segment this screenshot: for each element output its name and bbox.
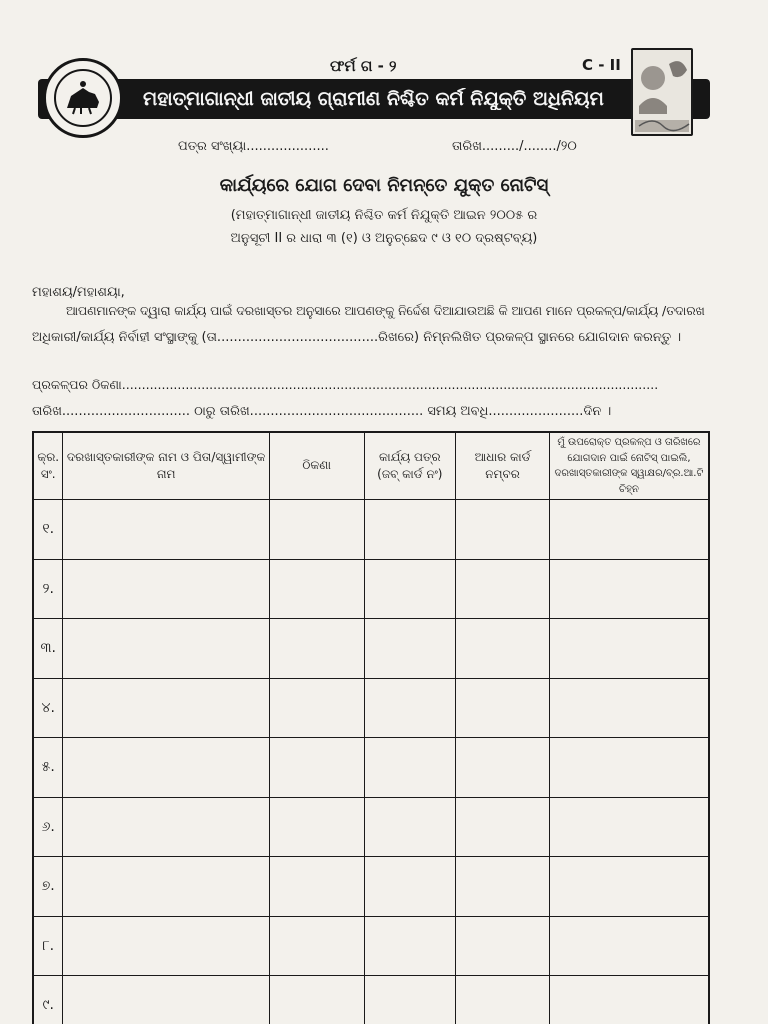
aadhaar-cell[interactable] [456, 678, 550, 738]
name-cell[interactable] [63, 797, 269, 857]
name-cell[interactable] [63, 678, 269, 738]
job-card-cell[interactable] [364, 559, 456, 619]
table-row [33, 916, 709, 976]
signature-cell[interactable] [549, 857, 709, 917]
signature-cell[interactable] [549, 559, 709, 619]
name-cell[interactable] [63, 976, 269, 1024]
aadhaar-cell[interactable] [456, 619, 550, 679]
subtitle-line-2: ଅନୁସୂଚୀ II ର ଧାରା ୩ (୧) ଓ ଅନୁଚ୍ଛେଦ ୯ ଓ ୧୦ ଦ୍ରଷ୍ଟବ୍ୟ) [230, 231, 538, 246]
name-cell[interactable] [63, 619, 269, 679]
portrait-icon [633, 50, 691, 134]
row-number: ୭. [33, 857, 63, 917]
lion-emblem-icon [61, 78, 105, 118]
table-row [33, 500, 709, 560]
date-period-field: ତାରିଖ............................... ଠାରୁ ତାରିଖ.......................................... ସମୟ ଅବଧି.......................ଦିନ । [32, 404, 612, 419]
table-row [33, 797, 709, 857]
address-cell[interactable] [269, 976, 364, 1024]
table-row [33, 619, 709, 679]
name-cell[interactable] [63, 857, 269, 917]
form-number: ଫର୍ମ ଗ - ୨ [330, 57, 397, 75]
row-number: ୪. [33, 678, 63, 738]
applicant-table [32, 431, 710, 1024]
job-card-cell[interactable] [364, 797, 456, 857]
aadhaar-cell[interactable] [456, 976, 550, 1024]
form-code: C - II [582, 56, 621, 74]
table-header-row [33, 432, 709, 500]
address-cell[interactable] [269, 738, 364, 798]
address-cell[interactable] [269, 916, 364, 976]
banner-title: ମହାତ୍ମାଗାନ୍ଧୀ ଜାତୀୟ ଗ୍ରାମୀଣ ନିଶ୍ଚିତ କର୍ମ ନିଯୁକ୍ତି ଅଧିନିୟମ [143, 88, 604, 110]
aadhaar-cell[interactable] [456, 738, 550, 798]
row-number: ୩. [33, 619, 63, 679]
aadhaar-cell[interactable] [456, 857, 550, 917]
header-aadhaar: ଆଧାର କାର୍ଡ ନମ୍ବର [456, 432, 550, 500]
header-address: ଠିକଣା [269, 432, 364, 500]
paragraph-line-1: ଆପଣମାନଙ୍କ ଦ୍ୱାରା କାର୍ଯ୍ୟ ପାଇଁ ଦରଖାସ୍ତର ଅନୁସାରେ ଆପଣଙ୍କୁ ନିର୍ଦ୍ଦେଶ ଦିଆଯାଉଅଛି କି ଆପଣ ମାନେ ପ୍ରକଳ୍ପ/କାର୍ଯ୍ୟ /ତଦାରଖ [66, 304, 705, 318]
address-cell[interactable] [269, 857, 364, 917]
row-number: ୫. [33, 738, 63, 798]
title-banner [38, 79, 710, 119]
notice-title: କାର୍ଯ୍ୟରେ ଯୋଗ ଦେବା ନିମନ୍ତେ ଯୁକ୍ତ ନୋଟିସ୍ [219, 175, 549, 196]
table-row [33, 559, 709, 619]
job-card-cell[interactable] [364, 738, 456, 798]
signature-cell[interactable] [549, 976, 709, 1024]
row-number: ୧. [33, 500, 63, 560]
job-card-cell[interactable] [364, 976, 456, 1024]
table-row [33, 857, 709, 917]
aadhaar-cell[interactable] [456, 797, 550, 857]
header-name: ଦରଖାସ୍ତକାରୀଙ୍କ ନାମ ଓ ପିତା/ସ୍ୱାମୀଙ୍କ ନାମ [63, 432, 269, 500]
address-cell[interactable] [269, 797, 364, 857]
row-number: ୬. [33, 797, 63, 857]
address-cell[interactable] [269, 678, 364, 738]
job-card-cell[interactable] [364, 916, 456, 976]
address-cell[interactable] [269, 559, 364, 619]
name-cell[interactable] [63, 500, 269, 560]
address-cell[interactable] [269, 500, 364, 560]
state-emblem-logo [43, 58, 123, 138]
signature-cell[interactable] [549, 500, 709, 560]
letter-number-field: ପତ୍ର ସଂଖ୍ୟା.................... [178, 139, 329, 154]
job-card-cell[interactable] [364, 500, 456, 560]
row-number: ୮. [33, 916, 63, 976]
aadhaar-cell[interactable] [456, 559, 550, 619]
table-row [33, 976, 709, 1024]
table-row [33, 738, 709, 798]
signature-cell[interactable] [549, 678, 709, 738]
reference-date-field: ତାରିଖ........./......../୨୦ [452, 139, 577, 154]
row-number: ୯. [33, 976, 63, 1024]
signature-cell[interactable] [549, 797, 709, 857]
aadhaar-cell[interactable] [456, 500, 550, 560]
table-row [33, 678, 709, 738]
address-cell[interactable] [269, 619, 364, 679]
aadhaar-cell[interactable] [456, 916, 550, 976]
salutation: ମହାଶୟ/ମହାଶୟା, [32, 285, 125, 300]
name-cell[interactable] [63, 559, 269, 619]
subtitle-line-1: (ମହାତ୍ମାଗାନ୍ଧୀ ଜାତୀୟ ନିଶ୍ଚିତ କର୍ମ ନିଯୁକ୍ତି ଆଇନ ୨୦୦୫ ର [230, 208, 538, 223]
header-serial: କ୍ର. ସଂ. [33, 432, 63, 500]
emblem-inner-ring [54, 69, 112, 127]
header-job-card: କାର୍ଯ୍ୟ ପତ୍ର (ଜବ୍ କାର୍ଡ ନଂ) [364, 432, 456, 500]
signature-cell[interactable] [549, 738, 709, 798]
job-card-cell[interactable] [364, 857, 456, 917]
signature-cell[interactable] [549, 619, 709, 679]
name-cell[interactable] [63, 738, 269, 798]
paragraph-line-2: ଅଧିକାରୀ/କାର୍ଯ୍ୟ ନିର୍ବାହୀ ସଂସ୍ଥାଙ୍କୁ (ତା.......................................ରିଖରେ) ନିମ୍ନଲିଖିତ ପ୍ରକଳ୍ପ ସ୍ଥାନରେ ଯୋଗଦାନ କରନ୍ତୁ । [32, 330, 682, 345]
project-address-field: ପ୍ରକଳ୍ପର ଠିକଣା....................................................................................................................................... [32, 377, 659, 392]
signature-cell[interactable] [549, 916, 709, 976]
header-acknowledgement: ମୁଁ ଉପରୋକ୍ତ ପ୍ରକଳ୍ପ ଓ ତାରିଖରେ ଯୋଗଦାନ ପାଇଁ ନୋଟିସ୍ ପାଇଲି, ଦରଖାସ୍ତକାରୀଙ୍କ ସ୍ୱାକ୍ଷର/ବ୍ର.ଆ.ଟି ଚିହ୍ନ [549, 432, 709, 500]
mahatma-gandhi-portrait-logo [631, 48, 693, 136]
name-cell[interactable] [63, 916, 269, 976]
job-card-cell[interactable] [364, 619, 456, 679]
job-card-cell[interactable] [364, 678, 456, 738]
row-number: ୨. [33, 559, 63, 619]
